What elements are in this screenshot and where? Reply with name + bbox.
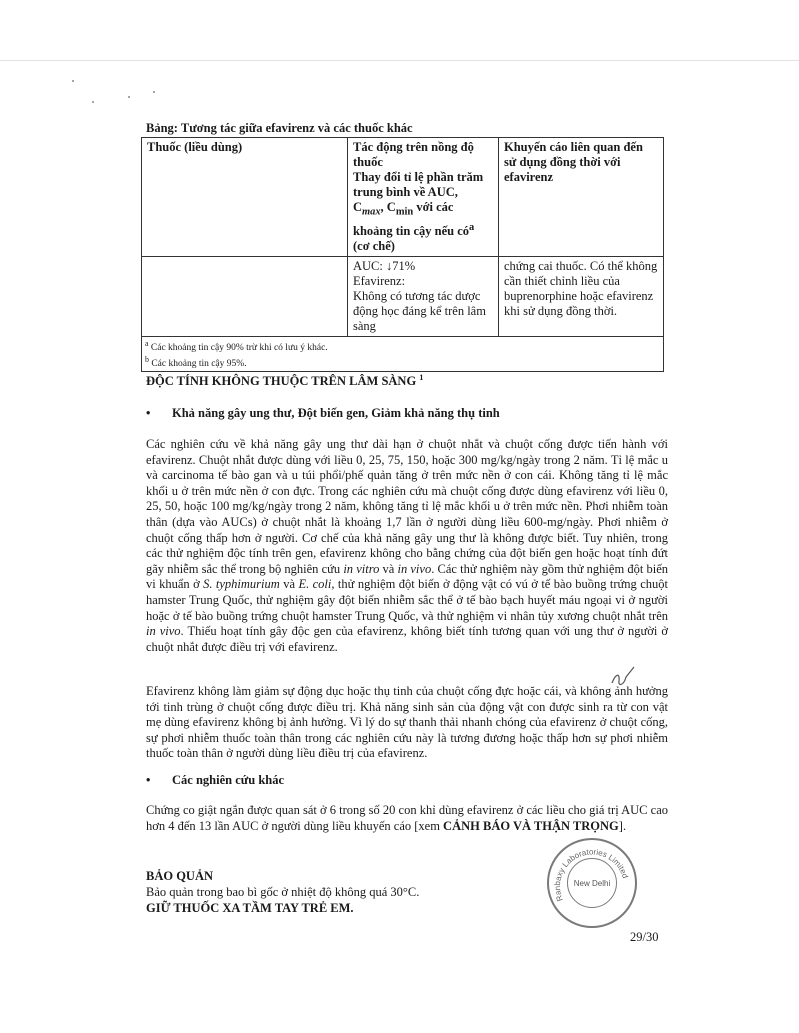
table-caption: Bảng: Tương tác giữa efavirenz và các thuốc khác xyxy=(146,121,413,135)
svg-text:Ranbaxy Laboratories Limited: Ranbaxy Laboratories Limited xyxy=(552,847,630,903)
scan-top-line xyxy=(0,60,799,61)
storage-warning: GIỮ THUỐC XA TẦM TAY TRẺ EM. xyxy=(146,901,354,915)
header-effect-line: Tác động trên nồng độ thuốc xyxy=(353,140,474,169)
stamp-center: New Delhi xyxy=(567,858,617,908)
table-footnotes xyxy=(142,336,664,371)
bullet-dot: • xyxy=(146,406,151,420)
scan-speck xyxy=(128,96,130,98)
bullet-heading-other-studies: • Các nghiên cứu khác xyxy=(146,773,285,787)
scan-speck xyxy=(153,91,155,93)
bullet-dot: • xyxy=(146,773,151,787)
header-effect-mechanism: (cơ chế) xyxy=(353,238,395,253)
page-number: 29/30 xyxy=(630,930,659,944)
paragraph-other-studies: Chứng co giật ngắn được quan sát ở 6 trong số 20 con khỉ dùng efavirenz ở các liều cho giá trị AUC cao hơn 4 đến 13 lần AUC ở người dùng liều khuyến cáo [xem CẢNH BÁO VÀ THẬN TRỌNG]. xyxy=(146,803,668,833)
handwritten-initial-mark xyxy=(610,665,640,695)
footnote-a: $^a$ Các khoảng tin cậy 90% trừ khi có lưu ý khác. xyxy=(145,338,328,353)
cell-effect: AUC: ↓71% Efavirenz: Không có tương tác dược động học đáng kể trên lâm sàng xyxy=(348,256,499,336)
header-drug: Thuốc (liều dùng) xyxy=(142,138,348,257)
header-recommendation: Khuyến cáo liên quan đến sử dụng đồng thời với efavirenz xyxy=(499,138,664,257)
header-effect-line: Thay đổi tỉ lệ phần trăm trung bình về AUC, xyxy=(353,170,484,199)
paragraph-fertility: Efavirenz không làm giảm sự động dục hoặc thụ tinh của chuột cống đực hoặc cái, và không ảnh hưởng tới tinh trùng ở chuột cống được điều trị. Khả năng sinh sản của động vật con được sinh ra từ con vật mẹ dùng efavirenz không bị ảnh hưởng. Vì lý do sự thanh thải nhanh chóng của efavirenz ở chuột cống, sự phơi nhiễm thuốc toàn thân trong các nghiên cứu này là tương đương hoặc thấp hơn sự phơi nhiễm thuốc toàn thân ở người dùng liều điều trị của efavirenz. xyxy=(146,684,668,761)
storage-title: BẢO QUẢN xyxy=(146,869,214,883)
cell-drug xyxy=(142,256,348,336)
interaction-table xyxy=(141,137,664,372)
scan-speck xyxy=(92,101,94,103)
table-row xyxy=(142,256,664,336)
table-footnote-row xyxy=(142,336,664,371)
storage-section xyxy=(146,868,419,916)
section-title: ĐỘC TÍNH KHÔNG THUỘC TRÊN LÂM SÀNG $^1$ xyxy=(146,373,424,389)
company-stamp xyxy=(547,838,637,928)
table-header-row xyxy=(142,138,664,257)
scan-speck xyxy=(72,80,74,82)
cell-recommendation: chứng cai thuốc. Có thể không cần thiết chỉnh liều của buprenorphine hoặc efavirenz khi sử dụng đồng thời. xyxy=(499,256,664,336)
bullet-heading-carcinogenesis: • Khả năng gây ung thư, Đột biến gen, Giảm khả năng thụ tinh xyxy=(146,406,500,420)
header-effect: Tác động trên nồng độ thuốc Thay đổi tỉ lệ phần trăm trung bình về AUC, $C_{max}$, $C_{min}$ với các khoảng tin cậy nếu $có^a$ (cơ chế) xyxy=(348,138,499,257)
paragraph-carcinogenesis: Các nghiên cứu về khả năng gây ung thư dài hạn ở chuột nhắt và chuột cống được tiến hành với efavirenz. Chuột nhắt được dùng với liều 0, 25, 75, 150, hoặc 300 mg/kg/ngày trong 2 năm. Tỉ lệ mắc u và carcinoma tế bào gan và u túi phổi/phế quản tăng ở trên mức nền ở con cái. Không tăng tỉ lệ mắc khối u ở trên mức nền ở con đực. Trong các nghiên cứu mà chuột cống được dùng efavirenz với liều 0, 25, 50, hoặc 100 mg/kg/ngày trong 2 năm, không tăng tỉ lệ mắc khối u ở trên mức nền. Phơi nhiễm toàn thân (dựa vào AUCs) ở chuột nhắt là khoảng 1,7 lần ở người dùng liều 600-mg/ngày. Phơi nhiễm ở chuột cống thấp hơn ở người. Cơ chế của khả năng gây ung thư là không được biết. Tuy nhiên, trong các thử nghiệm độc tính trên gen, efavirenz không cho bằng chứng của đột biến gen hoặc hoạt tính đứt gãy nhiễm sắc thể trong bộ nghiên cứu in vitro và in vivo. Các thử nghiệm này gồm thử nghiệm đột biến vi khuẩn ở S. typhimurium và E. coli, thử nghiệm đột biến ở động vật có vú ở tế bào buồng trứng chuột hamster Trung Quốc, thử nghiệm gây đột biến nhiễm sắc thể ở tế bào bạch huyết máu ngoại vi ở người hoặc ở tế bào buồng trứng chuột hamster Trung Quốc, và thử nghiệm vi nhân tủy xương chuột nhắt trên in vivo. Thiếu hoạt tính gây độc gen của efavirenz, không biết tính tương quan với ung thư ở người ở chuột nhắt được điều trị với efavirenz. xyxy=(146,437,668,654)
storage-text: Bảo quản trong bao bì gốc ở nhiệt độ không quá 30°C. xyxy=(146,885,420,899)
footnote-b: $^b$ Các khoảng tin cậy 95%. xyxy=(145,354,247,369)
